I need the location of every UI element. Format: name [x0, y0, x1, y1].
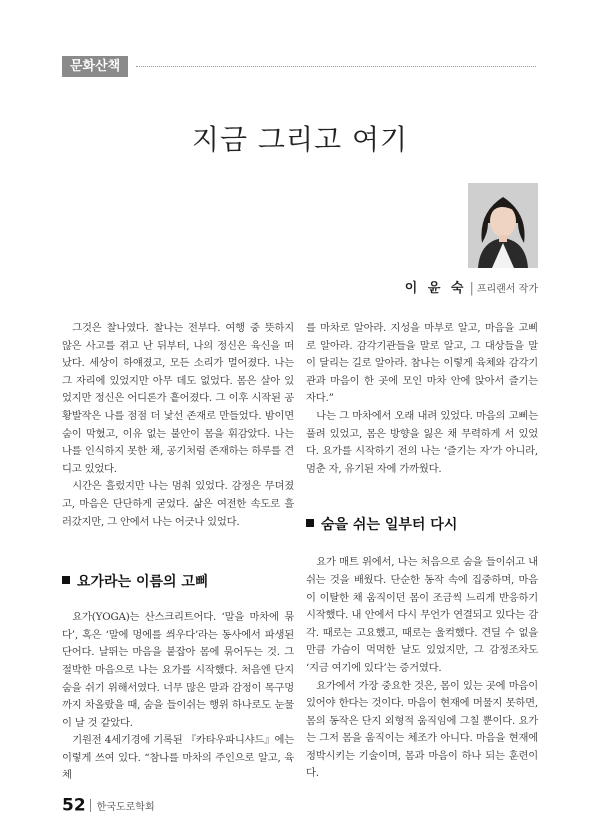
section-divider	[136, 66, 536, 67]
section-tag: 문화산책	[62, 56, 128, 77]
author-photo	[468, 183, 538, 268]
body-paragraph: 기원전 4세기경에 기록된 『카타우파니샤드』에는 이렇게 쓰여 있다. “참나를 마차의 주인으로 알고, 육체	[62, 734, 294, 782]
bullet-square-icon	[62, 576, 70, 584]
section-heading	[306, 514, 538, 534]
body-paragraph: 시간은 흘렀지만 나는 멈춰 있었다. 감정은 무뎌졌고, 마음은 단단하게 굳었다. 삶은 여전한 속도로 흘러갔지만, 그 안에서 나는 어긋나 있었다.	[62, 480, 294, 528]
body-paragraph: 요가 매트 위에서, 나는 처음으로 숨을 들이쉬고 내쉬는 것을 배웠다. 단순한 동작 속에 집중하며, 마음이 이탈한 채 움직이던 몸이 조금씩 느리게 반응하기 시작했다. 내 안에서 다시 무언가 연결되고 있다는 감각. 때로는 고요했고, 때로는 울컥했다. 견딜 수 없을 만큼 가슴이 먹먹한 날도 있었지만, 그 감정조차도 ‘지금 여기에 있다’는 증거였다.	[306, 556, 538, 674]
author-separator: |	[469, 281, 474, 296]
section-heading	[62, 571, 294, 591]
body-paragraph: 그것은 찰나였다. 찰나는 전부다. 여행 중 뜻하지 않은 사고를 겪고 난 뒤부터, 나의 정신은 육신을 떠났다. 세상이 하얘졌고, 모든 소리가 멀어졌다. 나는 그 자리에 있었지만 아무 데도 없었다. 몸은 살아 있었지만 정신은 어디론가 흩어졌다. 그 이후 시작된 공황발작은 나를 점점 더 낯선 존재로 만들었다. 밤이면 숨이 막혔고, 이유 없는 불안이 몸을 휘감았다. 나는 나를 인식하지 못한 채, 공기처럼 존재하는 하루를 견디고 있었다.	[62, 322, 294, 475]
author-name: 이 윤 숙	[404, 281, 467, 296]
page-number: 52	[62, 795, 86, 816]
publication-name: 한국도로학회	[96, 802, 155, 813]
body-paragraph: 를 마차로 알아라. 지성을 마부로 알고, 마음을 고삐로 알아라. 감각기관들을 말로 알고, 그 대상들을 말이 달리는 길로 알아라. 참나는 이렇게 육체와 감각기관과 마음이 한 곳에 모인 마차 안에 앉아서 즐기는 자다.”	[306, 322, 538, 405]
author-role: 프리랜서 작가	[476, 284, 538, 295]
bullet-square-icon	[306, 519, 314, 527]
body-paragraph: 나는 그 마차에서 오래 내려 있었다. 마음의 고삐는 풀려 있었고, 몸은 방향을 잃은 채 무력하게 서 있었다. 요가를 시작하기 전의 나는 ‘즐기는 자’가 아니라, 멈춘 자, 유기된 자에 가까웠다.	[306, 409, 538, 475]
body-paragraph: 요가(YOGA)는 산스크리트어다. ‘말을 마차에 묶다’, 혹은 ‘말에 멍에를 씌우다’라는 동사에서 파생된 단어다. 날뛰는 마음을 붙잡아 몸에 묶어두는 것. 그 절박한 마음으로 나는 요가를 시작했다. 처음엔 단지 숨을 쉬기 위해서였다. 너무 많은 말과 감정이 목구멍까지 차올랐을 때, 숨을 들이쉬는 행위 하나로도 눈물이 날 것 같았다.	[62, 611, 294, 729]
right-column	[306, 320, 538, 783]
author-byline	[405, 277, 538, 296]
page-footer	[62, 795, 155, 816]
footer-divider	[90, 799, 91, 812]
section-heading-text: 요가라는 이름의 고삐	[77, 574, 209, 591]
author-portrait-image	[468, 183, 538, 268]
left-column	[62, 320, 294, 785]
body-paragraph: 요가에서 가장 중요한 것은, 몸이 있는 곳에 마음이 있어야 한다는 것이다. 마음이 현재에 머물지 못하면, 몸의 동작은 단지 외형적 움직임에 그칠 뿐이다. 요가는 그저 몸을 움직이는 체조가 아니다. 마음을 현재에 정박시키는 기술이며, 몸과 마음이 하나 되는 훈련이다.	[306, 679, 538, 780]
section-heading-text: 숨을 쉬는 일부터 다시	[321, 517, 458, 534]
article-title: 지금 그리고 여기	[191, 123, 409, 156]
